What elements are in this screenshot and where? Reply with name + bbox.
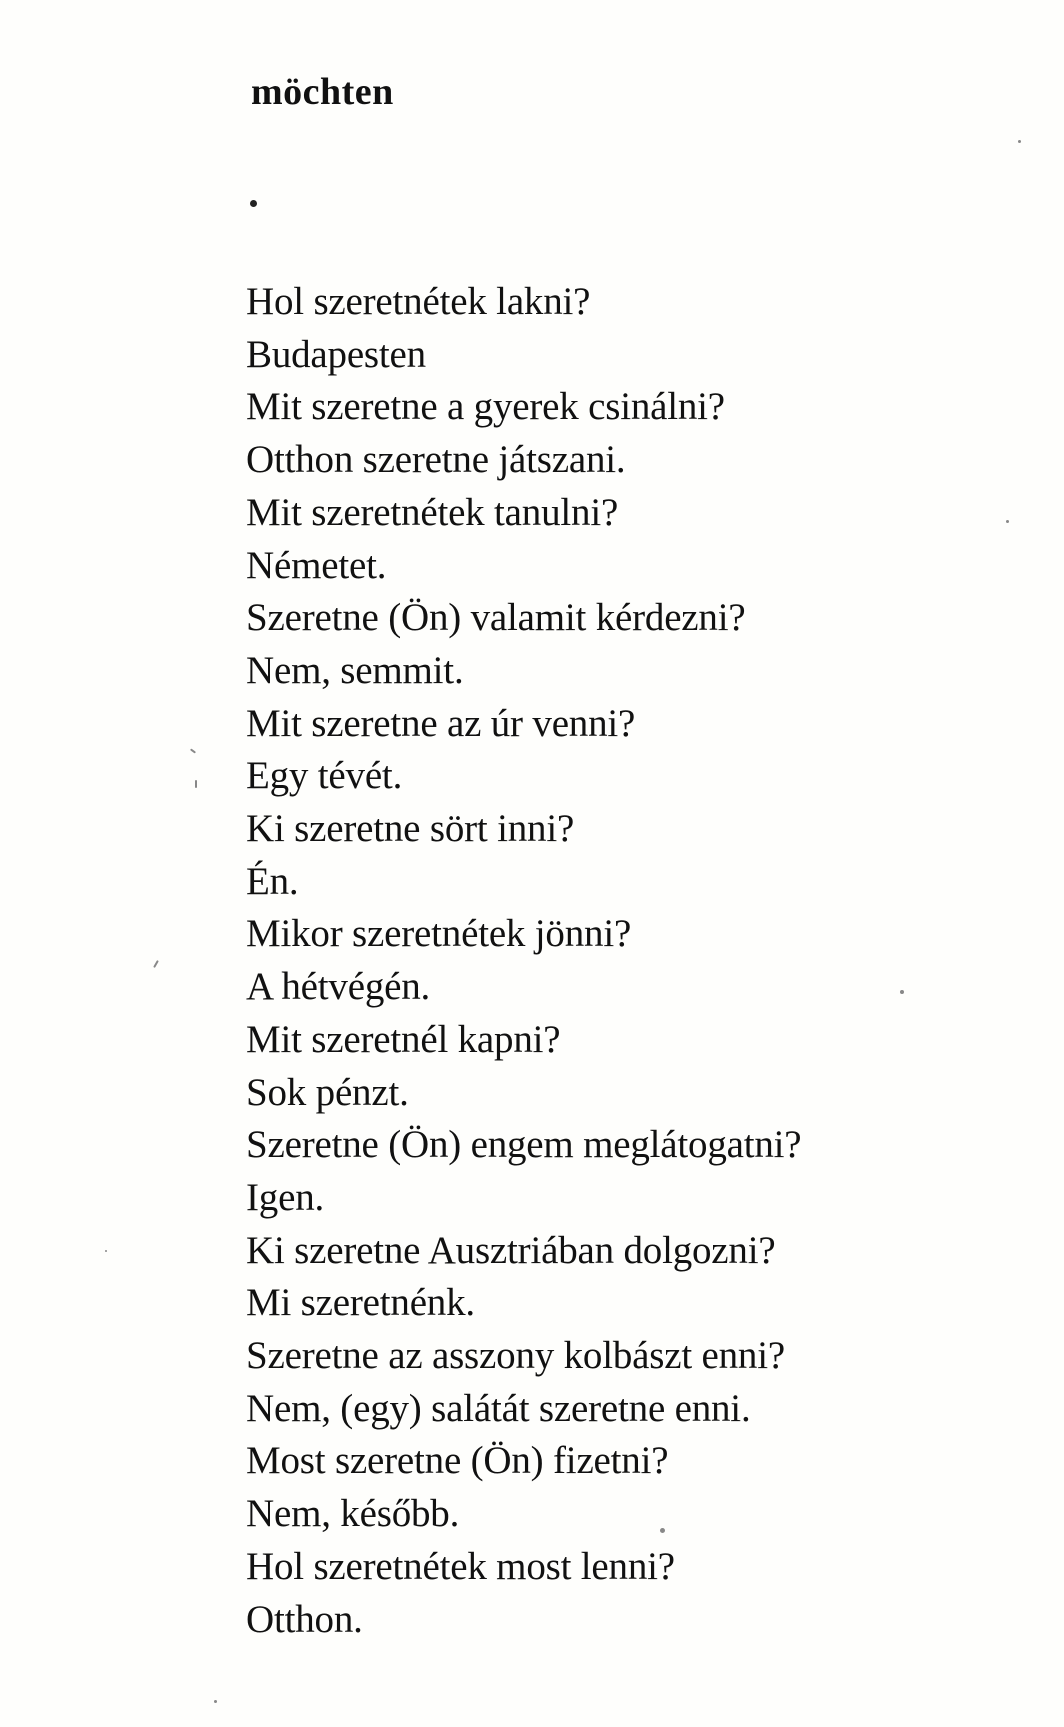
page-title: möchten <box>251 71 394 113</box>
dialogue-line: Én. <box>246 859 299 903</box>
dialogue-line: Nem, semmit. <box>246 648 464 692</box>
dialogue-line: Mikor szeretnétek jönni? <box>246 912 632 956</box>
dialogue-line: Mit szeretnél kapni? <box>246 1017 561 1061</box>
dialogue-line: Egy tévét. <box>246 754 403 798</box>
dialogue-line: Mit szeretne az úr venni? <box>246 701 636 745</box>
scan-speck <box>153 960 159 968</box>
scan-speck <box>190 748 196 753</box>
dialogue-line: Nem, később. <box>246 1492 460 1536</box>
dialogue-line: Szeretne (Ön) engem meglátogatni? <box>246 1123 802 1167</box>
dialogue-line: Otthon szeretne játszani. <box>246 438 626 482</box>
bullet-dot <box>250 200 257 207</box>
dialogue-line: Mi szeretnénk. <box>246 1281 475 1325</box>
dialogue-line: Hol szeretnétek most lenni? <box>246 1544 675 1588</box>
dialogue-line: Otthon. <box>246 1597 363 1641</box>
dialogue-line: Ki szeretne sört inni? <box>246 807 575 851</box>
scan-speck <box>660 1528 665 1533</box>
dialogue-line: Hol szeretnétek lakni? <box>246 280 591 323</box>
dialogue-line: Szeretne (Ön) valamit kérdezni? <box>246 596 746 640</box>
dialogue-line: Ki szeretne Ausztriában dolgozni? <box>246 1228 776 1272</box>
scan-speck <box>1018 140 1021 143</box>
scan-speck <box>214 1700 217 1703</box>
dialogue-line: Igen. <box>246 1175 325 1219</box>
dialogue-line: Németet. <box>246 543 387 587</box>
dialogue-line: Mit szeretne a gyerek csinálni? <box>246 385 725 429</box>
dialogue-line: Szeretne az asszony kolbászt enni? <box>246 1334 785 1378</box>
scan-speck <box>105 1250 107 1252</box>
dialogue-line: Budapesten <box>246 332 426 376</box>
dialogue-line: Most szeretne (Ön) fizetni? <box>246 1439 669 1483</box>
dialogue-line: Sok pénzt. <box>246 1070 409 1114</box>
scan-speck <box>1006 520 1009 523</box>
dialogue-line: A hétvégén. <box>246 965 431 1009</box>
dialogue-lines <box>246 276 801 1646</box>
dialogue-line: Mit szeretnétek tanulni? <box>246 490 619 534</box>
scan-speck <box>900 990 904 994</box>
scan-speck <box>195 780 197 788</box>
dialogue-line: Nem, (egy) salátát szeretne enni. <box>246 1386 751 1430</box>
